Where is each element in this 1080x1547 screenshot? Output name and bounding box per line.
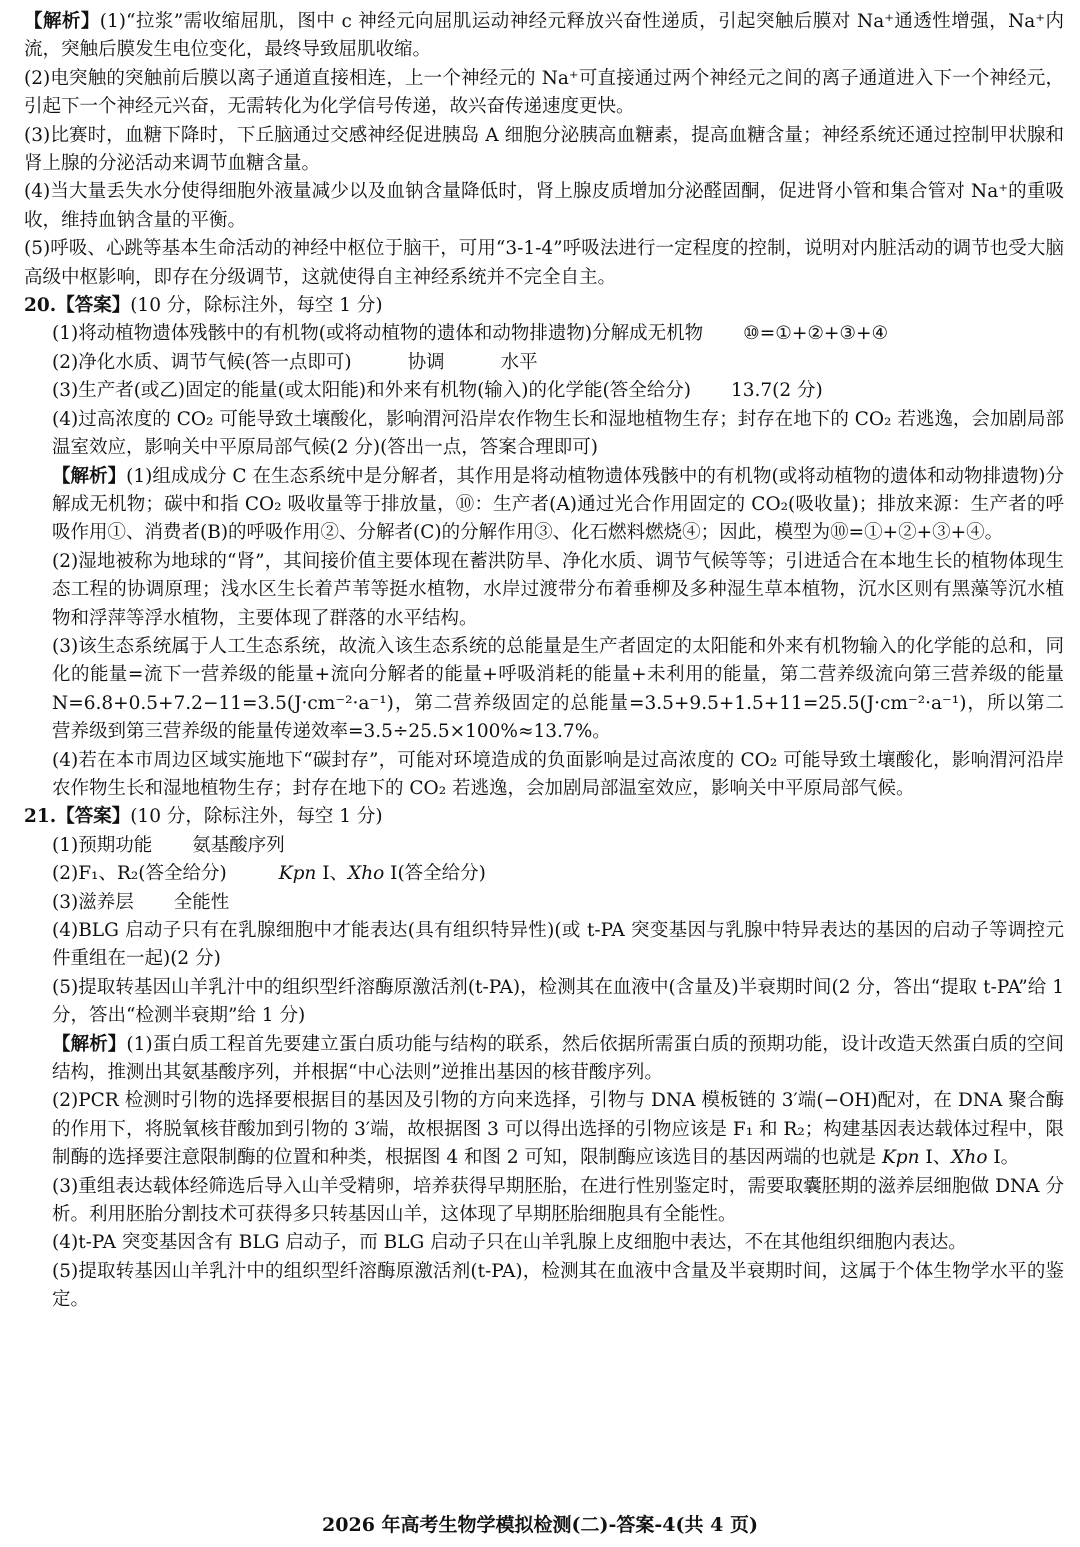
answer-tag: 【答案】 <box>56 806 131 828</box>
analysis-tag: 【解析】 <box>52 1033 127 1055</box>
q21-analysis-5: (5)提取转基因山羊乳汁中的组织型纤溶酶原激活剂(t-PA)，检测其在血液中含量及半衰期时间，这属于个体生物学水平的鉴定。 <box>52 1260 1064 1311</box>
q21-analysis-4: (4)t-PA 突变基因含有 BLG 启动子，而 BLG 启动子只在山羊乳腺上皮细胞中表达，不在其他组织细胞内表达。 <box>52 1232 967 1254</box>
q19-analysis-1: 【解析】(1)“拉浆”需收缩屈肌，图中 c 神经元向屈肌运动神经元释放兴奋性递质，引起突触后膜对 Na⁺通透性增强，Na⁺内流，突触后膜发生电位变化，最终导致屈肌收缩。 <box>24 11 1064 61</box>
q21-heading: 21.【答案】(10 分，除标注外，每空 1 分) <box>24 806 383 828</box>
analysis-tag: 【解析】 <box>52 465 127 487</box>
q21-answer-1: (1)预期功能 氨基酸序列 <box>52 834 285 856</box>
q21-answer-2: (2)F₁、R₂(答全给分) Kpn Ⅰ、Xho Ⅰ(答全给分) <box>52 863 486 885</box>
q21-analysis-3: (3)重组表达载体经筛选后导入山羊受精卵，培养获得早期胚胎，在进行性别鉴定时，需要取囊胚期的滋养层细胞做 DNA 分析。利用胚胎分割技术可获得多只转基因山羊，这体现了早期胚胎细胞具有全能性。 <box>52 1175 1064 1226</box>
answer-tag: 【答案】 <box>56 295 131 317</box>
q21-answer-4: (4)BLG 启动子只有在乳腺细胞中才能表达(具有组织特异性)(或 t-PA 突变基因与乳腺中特异表达的基因的启动子等调控元件重组在一起)(2 分) <box>52 920 1064 970</box>
q20-answer-4: (4)过高浓度的 CO₂ 可能导致土壤酸化，影响渭河沿岸农作物生长和湿地植物生存；封存在地下的 CO₂ 若逃逸，会加剧局部温室效应，影响关中平原局部气候(2 分)(答出一点，答案合理即可) <box>52 408 1064 459</box>
q19-analysis-2: (2)电突触的突触前后膜以离子通道直接相连，上一个神经元的 Na⁺可直接通过两个神经元之间的离子通道进入下一个神经元，引起下一个神经元兴奋，无需转化为化学信号传递，故兴奋传递速度更快。 <box>24 67 1064 118</box>
question-number: 21. <box>24 806 57 828</box>
q21-answer-5: (5)提取转基因山羊乳汁中的组织型纤溶酶原激活剂(t-PA)，检测其在血液中(含量及)半衰期时间(2 分，答出“提取 t-PA”给 1 分，答出“检测半衰期”给 1 分) <box>52 976 1064 1027</box>
page-footer: 2026 年高考生物学模拟检测(二)-答案-4(共 4 页) <box>322 1514 758 1536</box>
q20-answer-1: (1)将动植物遗体残骸中的有机物(或将动植物的遗体和动物排遗物)分解成无机物 ⑩=①+②+③+④ <box>52 323 889 345</box>
question-number: 20. <box>24 295 57 317</box>
q21-analysis-1: 【解析】(1)蛋白质工程首先要建立蛋白质功能与结构的联系，然后依据所需蛋白质的预期功能，设计改造天然蛋白质的空间结构，推测出其氨基酸序列，并根据“中心法则”逆推出基因的核苷酸序列。 <box>52 1033 1064 1084</box>
q20-analysis-2: (2)湿地被称为地球的“肾”，其间接价值主要体现在蓄洪防旱、净化水质、调节气候等等；引进适合在本地生长的植物体现生态工程的协调原理；浅水区生长着芦苇等挺水植物，水岸过渡带分布着垂柳及多种湿生草本植物，沉水区则有黑藻等沉水植物和浮萍等浮水植物，主要体现了群落的水平结构。 <box>52 550 1064 629</box>
q19-analysis-3: (3)比赛时，血糖下降时，下丘脑通过交感神经促进胰岛 A 细胞分泌胰高血糖素，提高血糖含量；神经系统还通过控制甲状腺和肾上腺的分泌活动来调节血糖含量。 <box>24 124 1064 175</box>
analysis-tag: 【解析】 <box>24 11 100 32</box>
q20-analysis-3: (3)该生态系统属于人工生态系统，故流入该生态系统的总能量是生产者固定的太阳能和外来有机物输入的化学能的总和，同化的能量=流下一营养级的能量+流向分解者的能量+呼吸消耗的能量+未利用的能量，第二营养级流向第三营养级的能量 N=6.8+0.5+7.2−11=3.5(J·cm⁻²·a⁻¹)，第二营养级固定的总能量=3.5+9.5+1.5+11=25.5(J·cm⁻²·a⁻¹)，所以第二营养级到第三营养级的能量传递效率=3.5÷25.5×100%≈13.7%。 <box>52 635 1064 743</box>
q21-analysis-2: (2)PCR 检测时引物的选择要根据目的基因及引物的方向来选择，引物与 DNA 模板链的 3′端(−OH)配对，在 DNA 聚合酶的作用下，将脱氧核苷酸加到引物的 3′端，故根据图 3 可以得出选择的引物应该是 F₁ 和 R₂；构建基因表达载体过程中，限制酶的选择要注意限制酶的位置和种类，根据图 4 和图 2 可知，限制酶应该选目的基因两端的也就是 Kpn Ⅰ、Xho Ⅰ。 <box>52 1090 1064 1169</box>
q20-answer-3: (3)生产者(或乙)固定的能量(或太阳能)和外来有机物(输入)的化学能(答全给分) 13.7(2 分) <box>52 380 823 402</box>
q20-analysis-4: (4)若在本市周边区域实施地下“碳封存”，可能对环境造成的负面影响是过高浓度的 CO₂ 可能导致土壤酸化，影响渭河沿岸农作物生长和湿地植物生存；封存在地下的 CO₂ 若逃逸，会加剧局部温室效应，影响关中平原局部气候。 <box>52 749 1064 799</box>
q20-analysis-1: 【解析】(1)组成成分 C 在生态系统中是分解者，其作用是将动植物遗体残骸中的有机物(或将动植物的遗体和动物排遗物)分解成无机物；碳中和指 CO₂ 吸收量等于排放量，⑩：生产者(A)通过光合作用固定的 CO₂(吸收量)；排放来源：生产者的呼吸作用①、消费者(B)的呼吸作用②、分解者(C)的分解作用③、化石燃料燃烧④；因此，模型为⑩=①+②+③+④。 <box>52 465 1064 544</box>
q20-answer-2: (2)净化水质、调节气候(答一点即可) 协调 水平 <box>52 351 538 373</box>
answer-page <box>24 8 1064 1315</box>
q20-heading: 20.【答案】(10 分，除标注外，每空 1 分) <box>24 295 383 317</box>
q21-answer-3: (3)滋养层 全能性 <box>52 891 230 913</box>
q19-analysis-5: (5)呼吸、心跳等基本生命活动的神经中枢位于脑干，可用“3-1-4”呼吸法进行一定程度的控制，说明对内脏活动的调节也受大脑高级中枢影响，即存在分级调节，这就使得自主神经系统并不完全自主。 <box>24 238 1064 288</box>
q19-analysis-4: (4)当大量丢失水分使得细胞外液量减少以及血钠含量降低时，肾上腺皮质增加分泌醛固酮，促进肾小管和集合管对 Na⁺的重吸收，维持血钠含量的平衡。 <box>24 181 1064 231</box>
